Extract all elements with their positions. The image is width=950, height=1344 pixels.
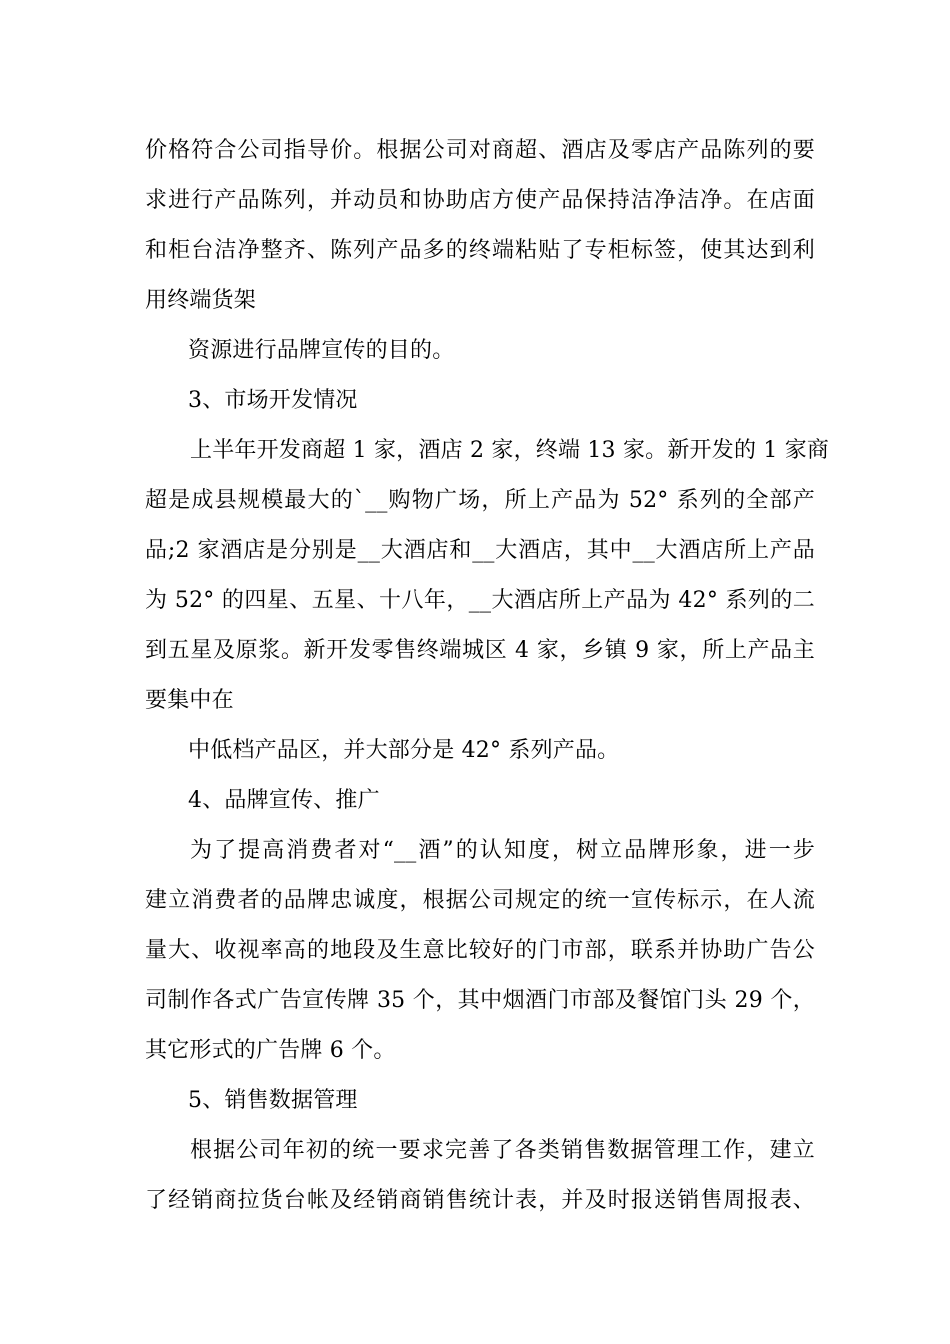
section-heading: 3、市场开发情况 xyxy=(188,388,358,413)
text-line: 根据公司年初的统一要求完善了各类销售数据管理工作，建立 xyxy=(190,1138,815,1163)
text-line: 上半年开发商超 1 家，酒店 2 家，终端 13 家。新开发的 1 家商 xyxy=(190,438,830,463)
text-line: 求进行产品陈列，并动员和协助店方使产品保持洁净洁净。在店面 xyxy=(145,188,815,213)
text-line: 其它形式的广告牌 6 个。 xyxy=(145,1038,396,1063)
text-line: 资源进行品牌宣传的目的。 xyxy=(188,338,455,363)
text-line: 和柜台洁净整齐、陈列产品多的终端粘贴了专柜标签，使其达到利 xyxy=(145,238,815,263)
text-line: 用终端货架 xyxy=(145,288,257,313)
text-line: 要集中在 xyxy=(145,688,234,713)
text-line: 了经销商拉货台帐及经销商销售统计表，并及时报送销售周报表、 xyxy=(145,1188,815,1213)
text-line: 到五星及原浆。新开发零售终端城区 4 家，乡镇 9 家，所上产品主 xyxy=(145,638,815,663)
section-heading: 5、销售数据管理 xyxy=(188,1088,358,1113)
text-line: 价格符合公司指导价。根据公司对商超、酒店及零店产品陈列的要 xyxy=(145,138,815,163)
section-heading: 4、品牌宣传、推广 xyxy=(188,788,380,813)
text-line: 为了提高消费者对“__酒”的认知度，树立品牌形象，进一步 xyxy=(190,838,815,863)
text-line: 品;2 家酒店是分别是__大酒店和__大酒店，其中__大酒店所上产品 xyxy=(145,538,815,563)
text-line: 建立消费者的品牌忠诚度，根据公司规定的统一宣传标示，在人流 xyxy=(145,888,815,913)
text-line: 超是成县规模最大的`__购物广场，所上产品为 52° 系列的全部产 xyxy=(145,488,815,513)
text-line: 中低档产品区，并大部分是 42° 系列产品。 xyxy=(188,738,620,763)
text-line: 司制作各式广告宣传牌 35 个，其中烟酒门市部及餐馆门头 29 个， xyxy=(145,988,815,1013)
text-line: 为 52° 的四星、五星、十八年，__大酒店所上产品为 42° 系列的二 xyxy=(145,588,815,613)
text-line: 量大、收视率高的地段及生意比较好的门市部，联系并协助广告公 xyxy=(145,938,815,963)
